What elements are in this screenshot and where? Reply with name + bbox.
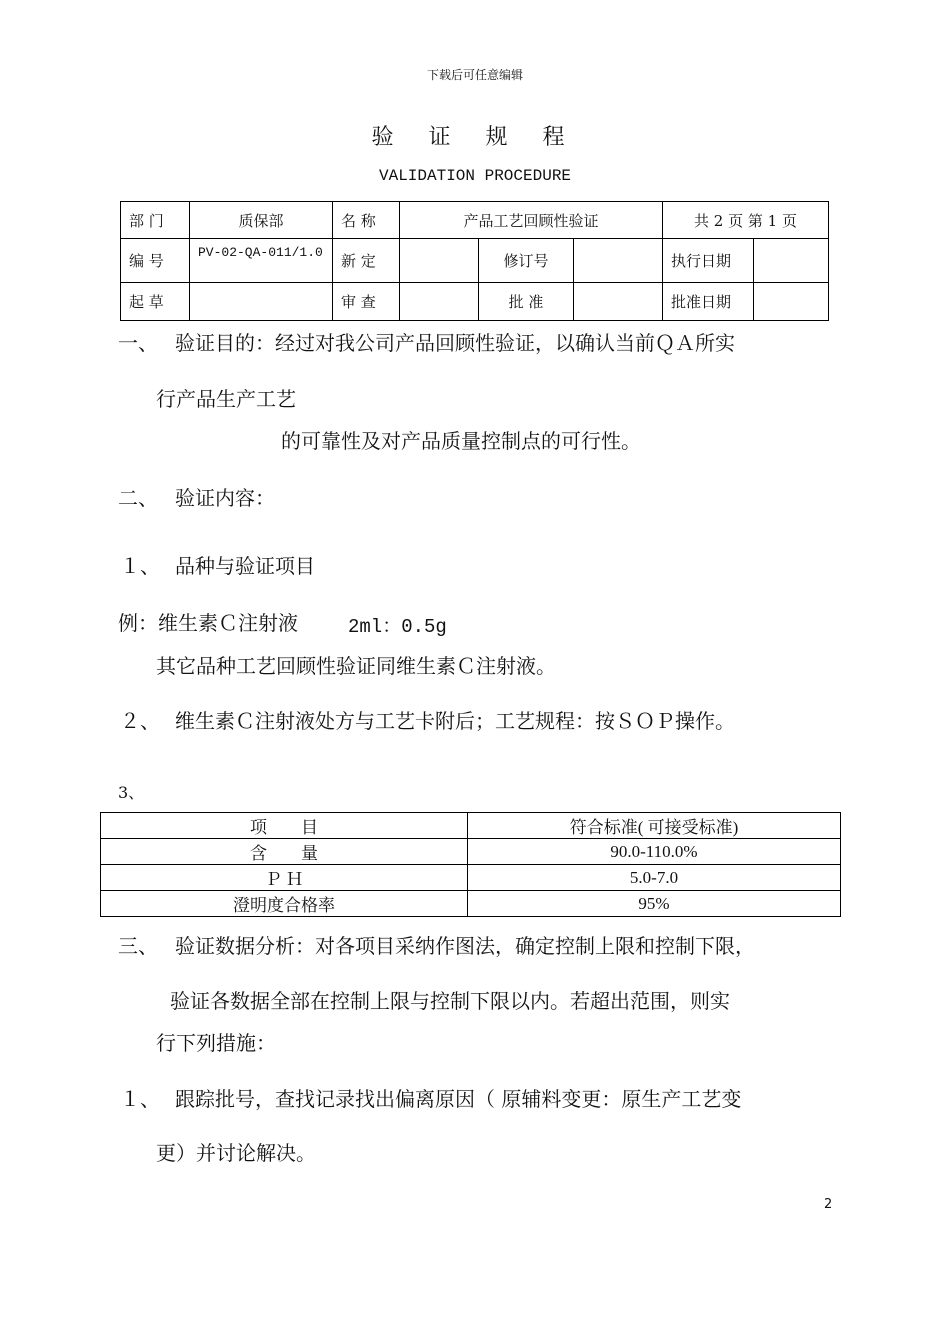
example-label: 例：维生素Ｃ注射液	[118, 611, 298, 635]
new-value	[400, 239, 479, 283]
draft-value	[190, 283, 333, 321]
exec-date-value	[754, 239, 829, 283]
document-subtitle: VALIDATION PROCEDURE	[378, 167, 572, 185]
spec-standard: 90.0-110.0%	[468, 839, 841, 865]
spec-item: 澄明度合格率	[101, 891, 468, 917]
section-3-line-3: 行下列措施：	[156, 1031, 276, 1055]
name-label: 名 称	[333, 202, 400, 239]
name-value: 产品工艺回顾性验证	[400, 202, 663, 239]
approve-date-label: 批准日期	[663, 283, 754, 321]
section-1-line-1: 验证目的：经过对我公司产品回顾性验证，以确认当前ＱＡ所实	[175, 331, 735, 355]
new-label: 新 定	[333, 239, 400, 283]
approve-value	[574, 283, 663, 321]
item-2-text: 维生素Ｃ注射液处方与工艺卡附后；工艺规程：按ＳＯＰ操作。	[175, 709, 735, 733]
code-value: PV-02-QA-011/1.0	[190, 239, 333, 283]
review-value	[400, 283, 479, 321]
code-label: 编 号	[121, 239, 190, 283]
section-1-line-2: 行产品生产工艺	[156, 387, 296, 411]
spec-table	[100, 812, 841, 917]
section-2-number: 二、	[118, 486, 158, 510]
revision-label: 修订号	[479, 239, 574, 283]
section-2-title: 验证内容：	[175, 486, 275, 510]
section-1-number: 一、	[118, 331, 158, 355]
spec-item: Ｐ Ｈ	[101, 865, 468, 891]
page-count: 共 2 页 第 1 页	[663, 202, 829, 239]
review-label: 审 查	[333, 283, 400, 321]
header-table	[120, 201, 829, 321]
measure-1-line-1: 跟踪批号，查找记录找出偏离原因（ 原辅料变更：原生产工艺变	[175, 1087, 742, 1111]
item-1-number: １、	[120, 554, 160, 578]
spec-table-row	[101, 865, 841, 891]
section-3-line-2: 验证各数据全部在控制上限与控制下限以内。若超出范围，则实	[170, 989, 730, 1013]
document-title: 验 证 规 程	[371, 125, 579, 150]
item-2-number: ２、	[120, 709, 160, 733]
spec-table-header	[101, 813, 841, 839]
section-3-number: 三、	[118, 934, 158, 958]
download-note: 下载后可任意编辑	[426, 68, 523, 82]
revision-value	[574, 239, 663, 283]
other-varieties-line: 其它品种工艺回顾性验证同维生素Ｃ注射液。	[156, 654, 556, 678]
item-1-text: 品种与验证项目	[175, 554, 315, 578]
header-row	[121, 239, 829, 283]
page-number: 2	[824, 1197, 833, 1212]
measure-1-number: １、	[120, 1087, 160, 1111]
header-row	[121, 202, 829, 239]
approve-label: 批 准	[479, 283, 574, 321]
spec-header-item: 项 目	[101, 813, 468, 839]
section-3-line-1: 验证数据分析：对各项目采纳作图法，确定控制上限和控制下限，	[175, 934, 755, 958]
exec-date-label: 执行日期	[663, 239, 754, 283]
dept-label: 部 门	[121, 202, 190, 239]
spec-item: 含 量	[101, 839, 468, 865]
spec-standard: 5.0-7.0	[468, 865, 841, 891]
spec-standard: 95%	[468, 891, 841, 917]
draft-label: 起 草	[121, 283, 190, 321]
dept-value: 质保部	[190, 202, 333, 239]
measure-1-line-2: 更）并讨论解决。	[156, 1141, 316, 1165]
spec-header-standard: 符合标准( 可接受标准)	[468, 813, 841, 839]
spec-table-row	[101, 891, 841, 917]
section-1-line-3: 的可靠性及对产品质量控制点的可行性。	[281, 429, 641, 453]
approve-date-value	[754, 283, 829, 321]
spec-table-row	[101, 839, 841, 865]
example-spec: 2ml：0.5g	[348, 616, 447, 638]
header-row	[121, 283, 829, 321]
item-3-number: 3、	[118, 783, 145, 802]
